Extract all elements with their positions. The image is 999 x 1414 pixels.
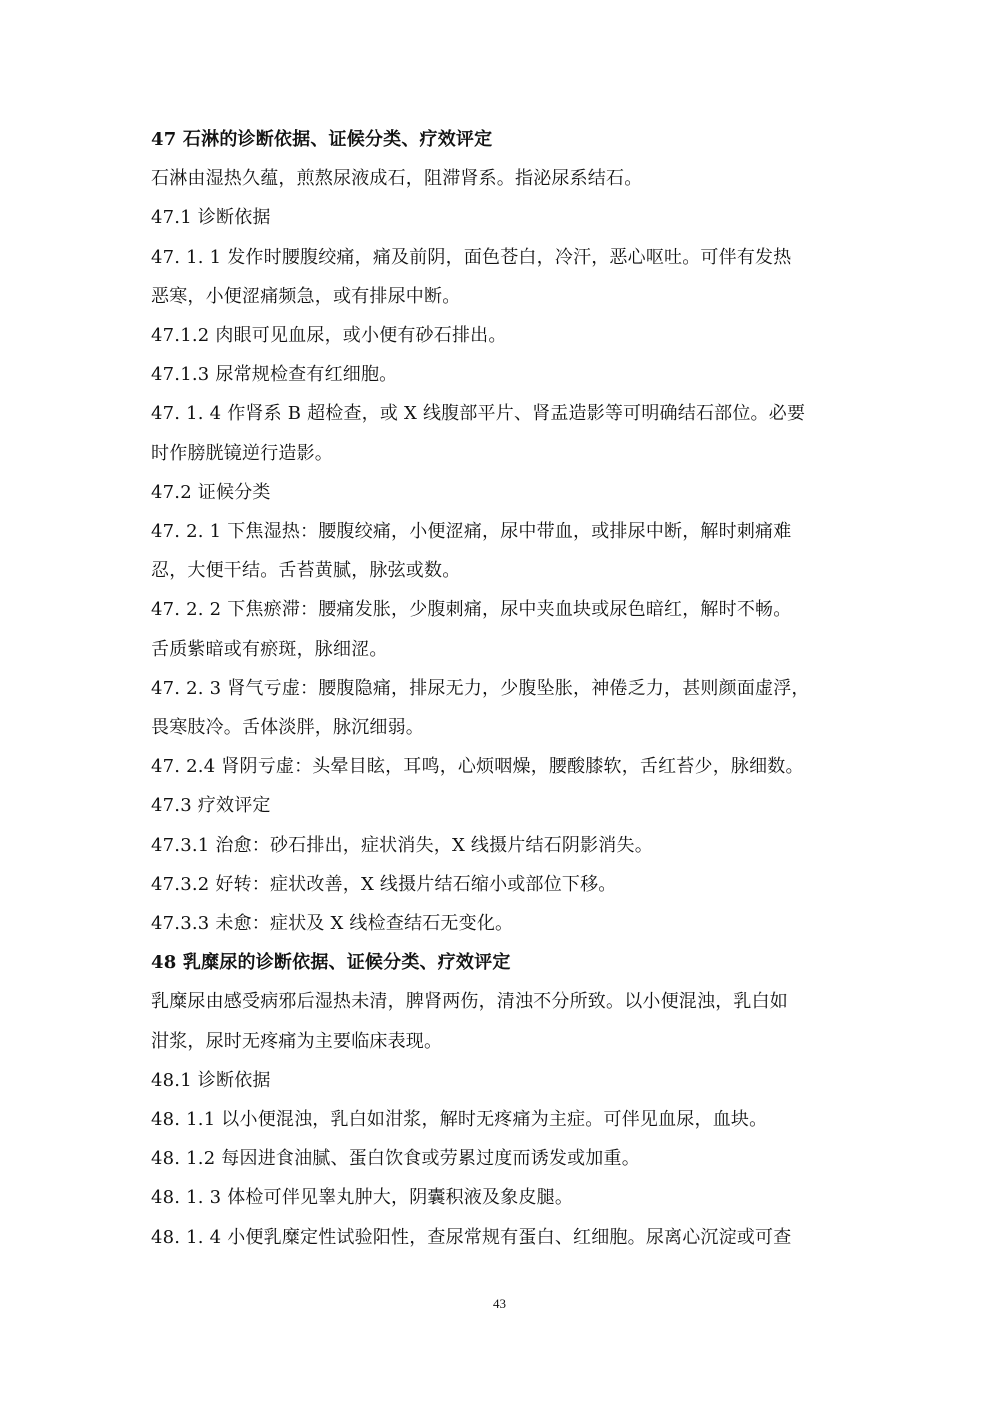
section-heading: 48 乳糜尿的诊断依据、证候分类、疗效评定 bbox=[151, 952, 511, 973]
text-line: 舌质紫暗或有瘀斑，脉细涩。 bbox=[151, 639, 388, 660]
text-line: 47.1.2 肉眼可见血尿，或小便有砂石排出。 bbox=[151, 325, 507, 346]
text-line: 时作膀胱镜逆行造影。 bbox=[151, 443, 333, 464]
text-line: 畏寒肢冷。舌体淡胖，脉沉细弱。 bbox=[151, 717, 424, 738]
text-line: 47.1 诊断依据 bbox=[151, 207, 271, 228]
text-line: 47. 1. 4 作肾系 B 超检查，或 X 线腹部平片、肾盂造影等可明确结石部位。必要 bbox=[151, 403, 806, 424]
text-line: 石淋由湿热久蕴，煎熬尿液成石，阻滞肾系。指泌尿系结石。 bbox=[151, 168, 643, 189]
section-heading: 47 石淋的诊断依据、证候分类、疗效评定 bbox=[151, 129, 493, 150]
text-line: 47.3.3 未愈：症状及 X 线检查结石无变化。 bbox=[151, 913, 514, 934]
text-line: 47.3 疗效评定 bbox=[151, 795, 271, 816]
text-line: 47.3.2 好转：症状改善，X 线摄片结石缩小或部位下移。 bbox=[151, 874, 617, 895]
text-line: 48. 1.2 每因进食油腻、蛋白饮食或劳累过度而诱发或加重。 bbox=[151, 1148, 640, 1169]
text-line: 恶寒，小便涩痛频急，或有排尿中断。 bbox=[151, 286, 461, 307]
text-line: 48. 1. 3 体检可伴见睾丸肿大，阴囊积液及象皮腿。 bbox=[151, 1187, 574, 1208]
text-line: 47. 2.4 肾阴亏虚：头晕目眩，耳鸣，心烦咽燥，腰酸膝软，舌红苔少，脉细数。 bbox=[151, 756, 804, 777]
text-line: 47.1.3 尿常规检查有红细胞。 bbox=[151, 364, 398, 385]
text-line: 泔浆，尿时无疼痛为主要临床表现。 bbox=[151, 1031, 443, 1052]
page-number: 43 bbox=[493, 1296, 506, 1311]
text-line: 乳糜尿由感受病邪后湿热未清，脾肾两伤，清浊不分所致。以小便混浊，乳白如 bbox=[151, 991, 788, 1012]
text-line: 48. 1. 4 小便乳糜定性试验阳性，查尿常规有蛋白、红细胞。尿离心沉淀或可查 bbox=[151, 1227, 792, 1248]
text-line: 忍，大便干结。舌苔黄腻，脉弦或数。 bbox=[151, 560, 461, 581]
text-line: 47.3.1 治愈：砂石排出，症状消失，X 线摄片结石阴影消失。 bbox=[151, 835, 653, 856]
text-line: 47. 1. 1 发作时腰腹绞痛，痛及前阴，面色苍白，冷汗，恶心呕吐。可伴有发热 bbox=[151, 247, 792, 268]
text-line: 48. 1.1 以小便混浊，乳白如泔浆，解时无疼痛为主症。可伴见血尿，血块。 bbox=[151, 1109, 768, 1130]
text-line: 48.1 诊断依据 bbox=[151, 1070, 271, 1091]
text-line: 47. 2. 3 肾气亏虚：腰腹隐痛，排尿无力，少腹坠胀，神倦乏力，甚则颜面虚浮， bbox=[151, 678, 810, 699]
text-line: 47. 2. 2 下焦瘀滞：腰痛发胀，少腹刺痛，尿中夹血块或尿色暗红，解时不畅。 bbox=[151, 599, 792, 620]
text-line: 47.2 证候分类 bbox=[151, 482, 271, 503]
text-line: 47. 2. 1 下焦湿热：腰腹绞痛，小便涩痛，尿中带血，或排尿中断，解时刺痛难 bbox=[151, 521, 792, 542]
